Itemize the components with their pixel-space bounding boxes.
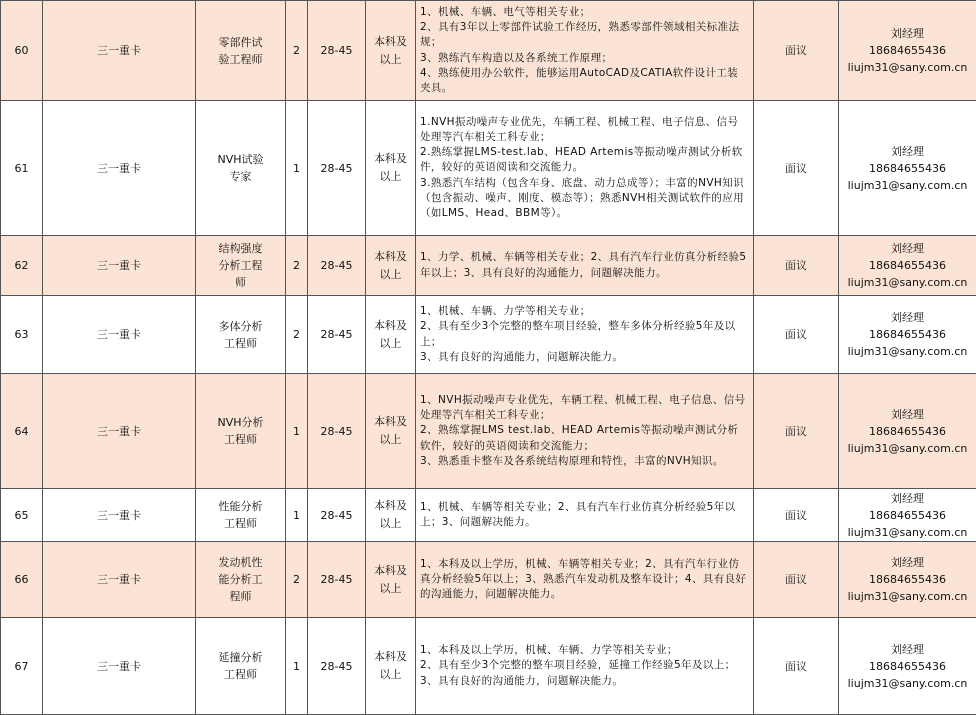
- job-title: 多体分析工程师: [196, 296, 286, 374]
- contact-email[interactable]: liujm31@sany.com.cn: [847, 276, 968, 289]
- contact: [839, 489, 976, 542]
- education: 本科及以上: [366, 1, 416, 101]
- requirements: [416, 1, 754, 101]
- contact-phone: 18684655436: [869, 259, 946, 272]
- requirements: [416, 374, 754, 489]
- education: 本科及以上: [366, 542, 416, 618]
- age-range: 28-45: [308, 542, 366, 618]
- requirement-line: 2、熟练掌握LMS test.lab、HEAD Artemis等振动噪声测试分析软件，较好的英语阅读和交流能力；: [420, 424, 739, 452]
- table-row: [1, 236, 976, 296]
- company: 三一重卡: [43, 542, 196, 618]
- contact-email[interactable]: liujm31@sany.com.cn: [847, 441, 968, 455]
- requirements: [416, 618, 754, 715]
- contact-name: 刘经理: [891, 144, 924, 158]
- requirement-line: 3、具有良好的沟通能力，问题解决能力。: [420, 674, 624, 687]
- requirements: [416, 542, 754, 618]
- company: 三一重卡: [43, 101, 196, 236]
- contact-email[interactable]: liujm31@sany.com.cn: [847, 345, 968, 358]
- education: 本科及以上: [366, 236, 416, 296]
- contact-name: 刘经理: [891, 242, 924, 255]
- requirements: [416, 101, 754, 236]
- contact: [839, 618, 976, 715]
- requirement-line: 1、机械、车辆、力学等相关专业；: [420, 305, 591, 318]
- requirements: [416, 296, 754, 374]
- contact-phone: 18684655436: [869, 328, 946, 341]
- job-title: 延撞分析工程师: [196, 618, 286, 715]
- table-row: [1, 101, 976, 236]
- requirement-line: 1、NVH振动噪声专业优先，车辆工程、机械工程、电子信息、信号处理等汽车相关工科专业；: [420, 393, 746, 422]
- row-number: 61: [1, 101, 43, 236]
- requirement-line: 1、力学、机械、车辆等相关专业；2、具有汽车行业仿真分析经验5年以上；3、具有良好的沟通能力，问题解决能力。: [420, 251, 747, 279]
- salary: 面议: [754, 101, 839, 236]
- contact: [839, 296, 976, 374]
- contact-email[interactable]: liujm31@sany.com.cn: [847, 178, 968, 192]
- requirements: [416, 489, 754, 542]
- contact: [839, 542, 976, 618]
- salary: 面议: [754, 1, 839, 101]
- age-range: 28-45: [308, 101, 366, 236]
- salary: 面议: [754, 618, 839, 715]
- contact: [839, 1, 976, 101]
- row-number: 66: [1, 542, 43, 618]
- salary: 面议: [754, 374, 839, 489]
- requirement-line: 1、本科及以上学历，机械、车辆、力学等相关专业；: [420, 644, 678, 657]
- requirement-line: 1、本科及以上学历，机械、车辆等相关专业；2、具有汽车行业仿真分析经验5年以上；3、熟悉汽车发动机及整车设计；4、具有良好的沟通能力，问题解决能力。: [420, 557, 747, 601]
- contact-phone: 18684655436: [869, 44, 946, 57]
- table-row: [1, 374, 976, 489]
- requirement-line: 3.熟悉汽车结构（包含车身、底盘、动力总成等）；丰富的NVH知识（包含振动、噪声、刚度、模态等）；熟悉NVH相关测试软件的应用（如LMS、Head、BBM等）。: [420, 176, 745, 219]
- contact-phone: 18684655436: [869, 161, 946, 175]
- education: 本科及以上: [366, 489, 416, 542]
- age-range: 28-45: [308, 1, 366, 101]
- company: 三一重卡: [43, 618, 196, 715]
- requirement-line: 2、具有至少3个完整的整车项目经验，整车多体分析经验5年及以上；: [420, 320, 736, 348]
- requirement-line: 1、机械、车辆、电气等相关专业；: [420, 5, 591, 18]
- contact-phone: 18684655436: [869, 573, 946, 586]
- contact-phone: 18684655436: [869, 508, 946, 522]
- headcount: 1: [286, 618, 308, 715]
- table-row: [1, 542, 976, 618]
- job-title: 性能分析工程师: [196, 489, 286, 542]
- age-range: 28-45: [308, 374, 366, 489]
- headcount: 2: [286, 296, 308, 374]
- company: 三一重卡: [43, 374, 196, 489]
- company: 三一重卡: [43, 296, 196, 374]
- contact-name: 刘经理: [891, 556, 924, 569]
- headcount: 2: [286, 236, 308, 296]
- requirement-line: 3、熟练汽车构造以及各系统工作原理；: [420, 51, 613, 64]
- contact-name: 刘经理: [891, 407, 924, 421]
- contact: [839, 236, 976, 296]
- contact-name: 刘经理: [891, 491, 924, 505]
- table-row: [1, 1, 976, 101]
- headcount: 1: [286, 374, 308, 489]
- contact-email[interactable]: liujm31@sany.com.cn: [847, 525, 968, 539]
- salary: 面议: [754, 236, 839, 296]
- requirement-line: 1.NVH振动噪声专业优先，车辆工程、机械工程、电子信息、信号处理等汽车相关工科专业；: [420, 115, 739, 143]
- requirement-line: 2、具有至少3个完整的整车项目经验，延撞工作经验5年及以上；: [420, 659, 736, 672]
- row-number: 65: [1, 489, 43, 542]
- headcount: 1: [286, 489, 308, 542]
- education: 本科及以上: [366, 296, 416, 374]
- contact-email[interactable]: liujm31@sany.com.cn: [847, 61, 968, 74]
- requirement-line: 2.熟练掌握LMS-test.lab、HEAD Artemis等振动噪声测试分析软件，较好的英语阅读和交流能力。: [420, 146, 743, 174]
- contact-phone: 18684655436: [869, 424, 946, 438]
- table-row: [1, 296, 976, 374]
- contact-email[interactable]: liujm31@sany.com.cn: [847, 590, 968, 603]
- company: 三一重卡: [43, 1, 196, 101]
- requirement-line: 2、具有3年以上零部件试验工作经历，熟悉零部件领域相关标准法规；: [420, 21, 740, 49]
- age-range: 28-45: [308, 296, 366, 374]
- contact: [839, 101, 976, 236]
- job-title: 结构强度分析工程师: [196, 236, 286, 296]
- row-number: 60: [1, 1, 43, 101]
- row-number: 63: [1, 296, 43, 374]
- salary: 面议: [754, 296, 839, 374]
- table-row: [1, 618, 976, 715]
- row-number: 67: [1, 618, 43, 715]
- contact-name: 刘经理: [891, 27, 924, 40]
- education: 本科及以上: [366, 618, 416, 715]
- age-range: 28-45: [308, 618, 366, 715]
- contact-name: 刘经理: [891, 642, 924, 656]
- requirement-line: 4、熟练使用办公软件，能够运用AutoCAD及CATIA软件设计工装夹具。: [420, 66, 739, 94]
- requirement-line: 3、具有良好的沟通能力，问题解决能力。: [420, 350, 624, 363]
- salary: 面议: [754, 489, 839, 542]
- job-title: NVH试验专家: [196, 101, 286, 236]
- requirements: [416, 236, 754, 296]
- headcount: 2: [286, 542, 308, 618]
- headcount: 2: [286, 1, 308, 101]
- row-number: 62: [1, 236, 43, 296]
- job-title: 零部件试验工程师: [196, 1, 286, 101]
- job-title: NVH分析工程师: [196, 374, 286, 489]
- age-range: 28-45: [308, 236, 366, 296]
- company: 三一重卡: [43, 489, 196, 542]
- salary: 面议: [754, 542, 839, 618]
- headcount: 1: [286, 101, 308, 236]
- table-row: [1, 489, 976, 542]
- education: 本科及以上: [366, 374, 416, 489]
- requirement-line: 1、机械、车辆等相关专业；2、具有汽车行业仿真分析经验5年以上；3、问题解决能力。: [420, 500, 736, 528]
- company: 三一重卡: [43, 236, 196, 296]
- contact-name: 刘经理: [891, 311, 924, 324]
- contact-phone: 18684655436: [869, 659, 946, 673]
- requirement-line: 3、熟悉重卡整车及各系统结构原理和特性，丰富的NVH知识。: [420, 454, 724, 467]
- row-number: 64: [1, 374, 43, 489]
- contact-email[interactable]: liujm31@sany.com.cn: [847, 676, 968, 690]
- education: 本科及以上: [366, 101, 416, 236]
- job-title: 发动机性能分析工程师: [196, 542, 286, 618]
- age-range: 28-45: [308, 489, 366, 542]
- contact: [839, 374, 976, 489]
